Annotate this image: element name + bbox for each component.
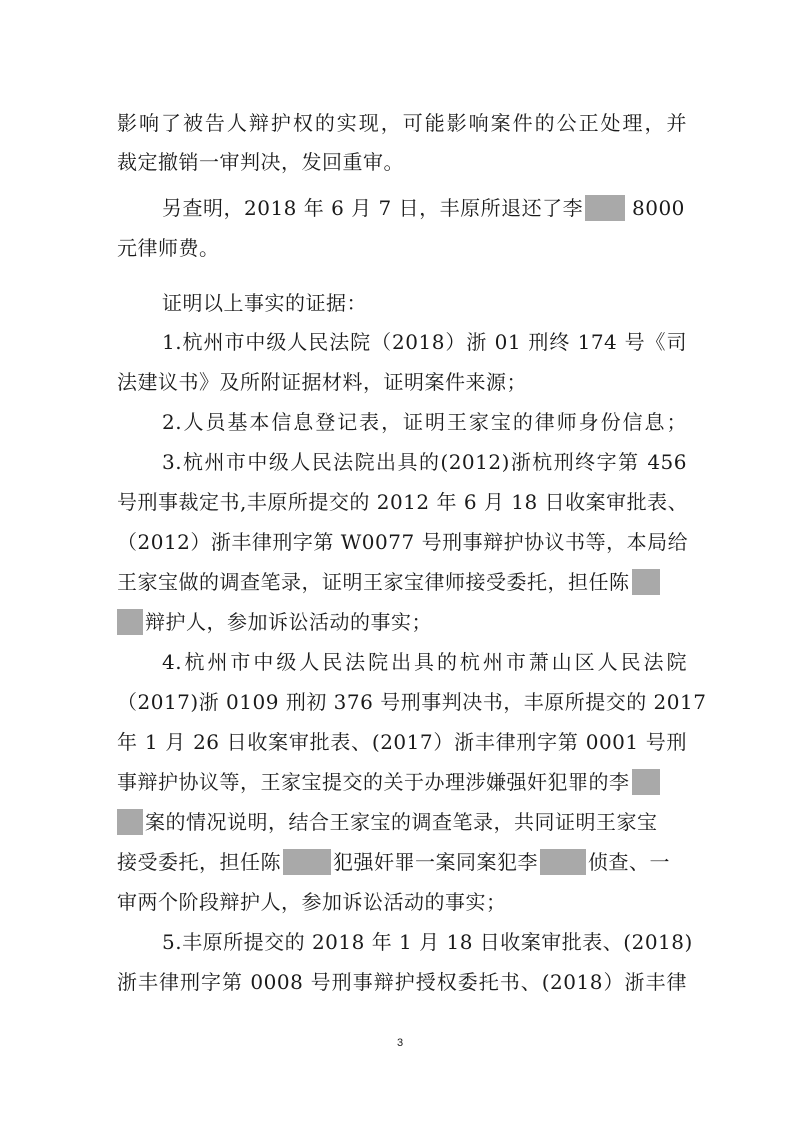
- evidence-item-4-line-6-part-1: 接受委托，担任陈: [117, 850, 281, 874]
- redaction-block: [117, 809, 143, 835]
- evidence-item-5-line-1: 5.丰原所提交的 2018 年 1 月 18 日收案审批表、(2018): [162, 930, 693, 954]
- redaction-block: [117, 609, 143, 635]
- evidence-item-4-line-6-part-3: 侦查、一: [588, 850, 670, 874]
- redaction-block: [540, 849, 586, 875]
- text-line-3-part-1: 另查明，2018 年 6 月 7 日，丰原所退还了李: [162, 196, 584, 220]
- evidence-item-1-line-2: 法建议书》及所附证据材料，证明案件来源；: [117, 370, 527, 394]
- evidence-item-4-line-5-text: 案的情况说明，结合王家宝的调查笔录，共同证明王家宝: [145, 810, 658, 834]
- evidence-item-3-line-5: [117, 608, 687, 636]
- text-line-2: 裁定撤销一审判决，发回重审。: [117, 150, 404, 174]
- evidence-item-3-line-3: （2012）浙丰律刑字第 W0077 号刑事辩护协议书等，本局给: [117, 530, 689, 554]
- text-line-4: 元律师费。: [117, 236, 220, 260]
- evidence-item-3-line-5-text: 辩护人，参加诉讼活动的事实；: [145, 610, 432, 634]
- text-line-3-part-2: 8000: [625, 196, 685, 220]
- evidence-item-4-line-7: 审两个阶段辩护人，参加诉讼活动的事实；: [117, 890, 507, 914]
- text-line-1: 影响了被告人辩护权的实现，可能影响案件的公正处理，并: [117, 111, 687, 135]
- evidence-item-5-line-2: 浙丰律刑字第 0008 号刑事辩护授权委托书、(2018）浙丰律: [117, 970, 687, 994]
- evidence-item-4-line-1: 4.杭州市中级人民法院出具的杭州市萧山区人民法院: [162, 650, 687, 674]
- evidence-item-4-line-2: （2017)浙 0109 刑初 376 号刑事判决书，丰原所提交的 2017: [117, 690, 707, 714]
- evidence-item-3-line-1: 3.杭州市中级人民法院出具的(2012)浙杭刑终字第 456: [162, 450, 687, 474]
- evidence-item-3-line-4-text: 王家宝做的调查笔录，证明王家宝律师接受委托，担任陈: [117, 570, 630, 594]
- evidence-item-3-line-4: [117, 568, 687, 596]
- evidence-item-4-line-6-part-2: 犯强奸罪一案同案犯李: [333, 850, 538, 874]
- evidence-item-4-line-4-text: 事辩护协议等，王家宝提交的关于办理涉嫌强奸犯罪的李: [117, 770, 630, 794]
- evidence-item-4-line-4: [117, 768, 687, 796]
- page-number: 3: [396, 1037, 404, 1049]
- text-line-3: [162, 194, 687, 222]
- evidence-item-2: 2.人员基本信息登记表，证明王家宝的律师身份信息；: [162, 410, 687, 434]
- evidence-item-4-line-3: 年 1 月 26 日收案审批表、(2017）浙丰律刑字第 0001 号刑: [117, 730, 687, 754]
- evidence-item-1-line-1: 1.杭州市中级人民法院（2018）浙 01 刑终 174 号《司: [162, 330, 687, 354]
- redaction-block: [632, 569, 660, 595]
- evidence-item-4-line-5: [117, 808, 687, 836]
- redaction-block: [585, 195, 625, 221]
- redaction-block: [283, 849, 331, 875]
- evidence-heading: 证明以上事实的证据：: [162, 291, 367, 315]
- evidence-item-3-line-2: 号刑事裁定书,丰原所提交的 2012 年 6 月 18 日收案审批表、: [117, 490, 689, 514]
- redaction-block: [632, 769, 660, 795]
- evidence-item-4-line-6: [117, 848, 687, 876]
